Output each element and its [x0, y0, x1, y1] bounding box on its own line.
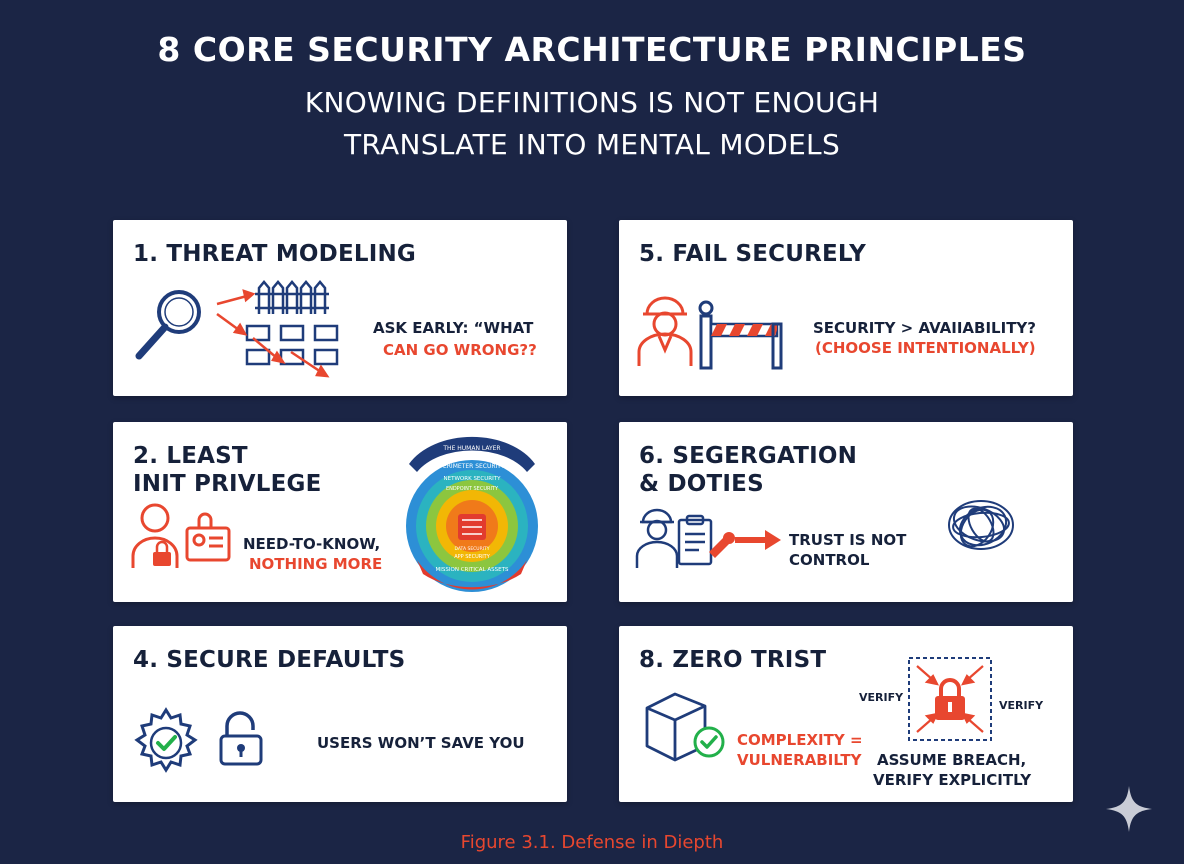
page-title: 8 CORE SECURITY ARCHITECTURE PRINCIPLES [157, 30, 1027, 69]
ring-label-2: NETWORK SECURITY [443, 476, 501, 482]
verify-left-label: VERIFY [859, 691, 904, 704]
card-title-line-1: 6. SEGERGATION [639, 443, 858, 469]
card-title-line-2: INIT PRIVLEGE [133, 471, 322, 497]
card-title-line-1: 2. LEAST [133, 443, 248, 469]
gear-check-icon [131, 706, 201, 776]
page-subtitle-1: KNOWING DEFINITIONS IS NOT ENOUGH [304, 86, 880, 119]
ring-label-1: PERIMETER SECURITY [439, 463, 505, 470]
defense-in-depth-rings-diagram [397, 428, 547, 600]
threat-line-2: CAN GO WRONG?? [383, 341, 537, 359]
ring-label-5: DATA SECURITY [454, 547, 490, 552]
card-zero-trust [619, 626, 1073, 802]
ring-label-4: APP SECURITY [454, 554, 490, 560]
defaults-line-1: USERS WON’T SAVE YOU [317, 734, 525, 752]
worker-clipboard-icon [635, 504, 741, 570]
ring-label-6: MISSION CRITICAL ASSETS [435, 567, 509, 573]
card-threat-modeling [113, 220, 567, 396]
lock-verify-box-icon [907, 656, 993, 742]
sparkle-icon [1104, 784, 1154, 834]
card-title: 1. THREAT MODELING [133, 241, 417, 267]
arrow-right-icon [735, 530, 781, 550]
verify-right-label: VERIFY [999, 699, 1044, 712]
barrier-gate-icon [697, 300, 789, 370]
worker-icon [635, 292, 695, 368]
threat-line-1: ASK EARLY: “WHAT [373, 319, 534, 337]
card-fail-securely [619, 220, 1073, 396]
ring-label-0: THE HUMAN LAYER [443, 445, 501, 452]
zerotrust-line-3: ASSUME BREACH, [877, 751, 1027, 769]
failsec-line-1: SECURITY > AVAIIABILITY? [813, 319, 1036, 337]
tangled-knot-icon [945, 494, 1017, 556]
ring-label-3: ENDPOINT SECURITY [445, 486, 499, 492]
card-segregation-duties [619, 422, 1073, 602]
zerotrust-line-2: VULNERABILTY [737, 751, 862, 769]
card-title: 5. FAIL SECURELY [639, 241, 867, 267]
zerotrust-line-4: VERIFY EXPLICITLY [873, 771, 1032, 789]
page-subtitle-2: TRANSLATE INTO MENTAL MODELS [343, 128, 841, 161]
least-line-2: NOTHING MORE [249, 555, 383, 573]
magnifier-icon [129, 278, 219, 368]
zerotrust-line-1: COMPLEXITY = [737, 731, 863, 749]
cube-check-icon [643, 690, 743, 772]
segregation-line-1: TRUST IS NOT [789, 531, 907, 549]
failsec-line-2: (CHOOSE INTENTIONALLY) [815, 339, 1036, 357]
fence-flow-icon [217, 278, 357, 390]
segregation-line-2: CONTROL [789, 551, 870, 569]
least-line-1: NEED-TO-KNOW, [243, 535, 381, 553]
card-title: 8. ZERO TRIST [639, 647, 827, 673]
card-least-privilege [113, 422, 567, 602]
user-badge-lock-icon [129, 500, 239, 572]
card-secure-defaults [113, 626, 567, 802]
figure-caption: Figure 3.1. Defense in Diepth [460, 832, 724, 853]
card-title: 4. SECURE DEFAULTS [133, 647, 406, 673]
card-title-line-2: & DOTIES [639, 471, 764, 497]
lock-open-icon [217, 710, 267, 768]
